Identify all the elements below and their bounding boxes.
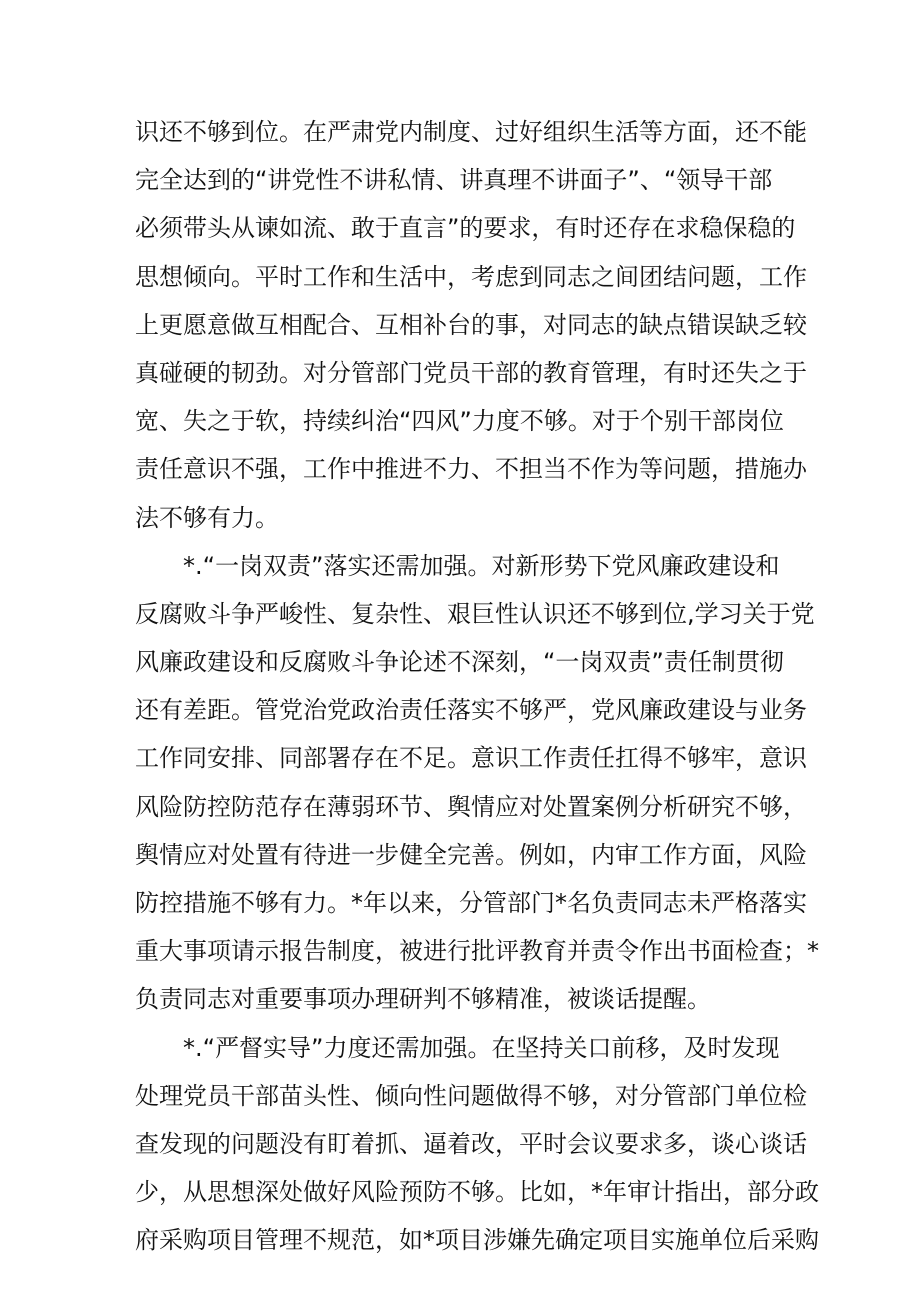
text-line: 宽、失之于软，持续纠治“四风”力度不够。对于个别干部岗位 bbox=[135, 407, 784, 436]
text-line: 防控措施不够有力。*年以来，分管部门*名负责同志未严格落实 bbox=[135, 889, 807, 917]
text-line: 反腐败斗争严峻性、复杂性、艰巨性认识还不够到位,学习关于党 bbox=[135, 599, 815, 628]
text-line: 上更愿意做互相配合、互相补台的事，对同志的缺点错误缺乏较 bbox=[135, 310, 807, 339]
text-line: 风险防控防范存在薄弱环节、舆情应对处置案例分析研究不够， bbox=[135, 792, 807, 821]
text-line: 真碰硬的韧劲。对分管部门党员干部的教育管理，有时还失之于 bbox=[135, 358, 807, 387]
text-line: 法不够有力。 bbox=[135, 503, 279, 532]
text-line: 舆情应对处置有待进一步健全完善。例如，内审工作方面，风险 bbox=[135, 840, 807, 869]
text-line: 负责同志对重要事项办理研判不够精准，被谈话提醒。 bbox=[135, 985, 711, 1014]
text-line: 府采购项目管理不规范，如*项目涉嫌先确定项目实施单位后采购 bbox=[135, 1226, 819, 1255]
paragraph-heading-line: *.“一岗双责”落实还需加强。对新形势下党风廉政建设和 bbox=[183, 551, 780, 580]
text-line: 思想倾向。平时工作和生活中，考虑到同志之间团结问题，工作 bbox=[135, 262, 807, 291]
text-line: 完全达到的“讲党性不讲私情、讲真理不讲面子”、“领导干部 bbox=[135, 166, 773, 195]
text-line: 查发现的问题没有盯着抓、逼着改，平时会议要求多，谈心谈话 bbox=[135, 1129, 807, 1158]
body-text bbox=[135, 108, 819, 1265]
text-line: 还有差距。管党治党政治责任落实不够严，党风廉政建设与业务 bbox=[135, 696, 807, 725]
text-line: 风廉政建设和反腐败斗争论述不深刻，“一岗双责”责任制贯彻 bbox=[135, 648, 784, 677]
text-line: 处理党员干部苗头性、倾向性问题做得不够，对分管部门单位检 bbox=[135, 1081, 807, 1110]
text-line: 识还不够到位。在严肃党内制度、过好组织生活等方面，还不能 bbox=[135, 118, 807, 146]
text-line: 必须带头从谏如流、敢于直言”的要求，有时还存在求稳保稳的 bbox=[135, 214, 796, 243]
text-line: 工作同安排、同部署存在不足。意识工作责任扛得不够牢，意识 bbox=[135, 744, 807, 773]
text-line: 重大事项请示报告制度，被进行批评教育并责令作出书面检查；* bbox=[135, 937, 819, 966]
paragraph-heading-line: *.“严督实导”力度还需加强。在坚持关口前移，及时发现 bbox=[183, 1033, 780, 1062]
text-line: 少，从思想深处做好风险预防不够。比如，*年审计指出，部分政 bbox=[135, 1178, 819, 1207]
text-line: 责任意识不强，工作中推进不力、不担当不作为等问题，措施办 bbox=[135, 455, 807, 484]
